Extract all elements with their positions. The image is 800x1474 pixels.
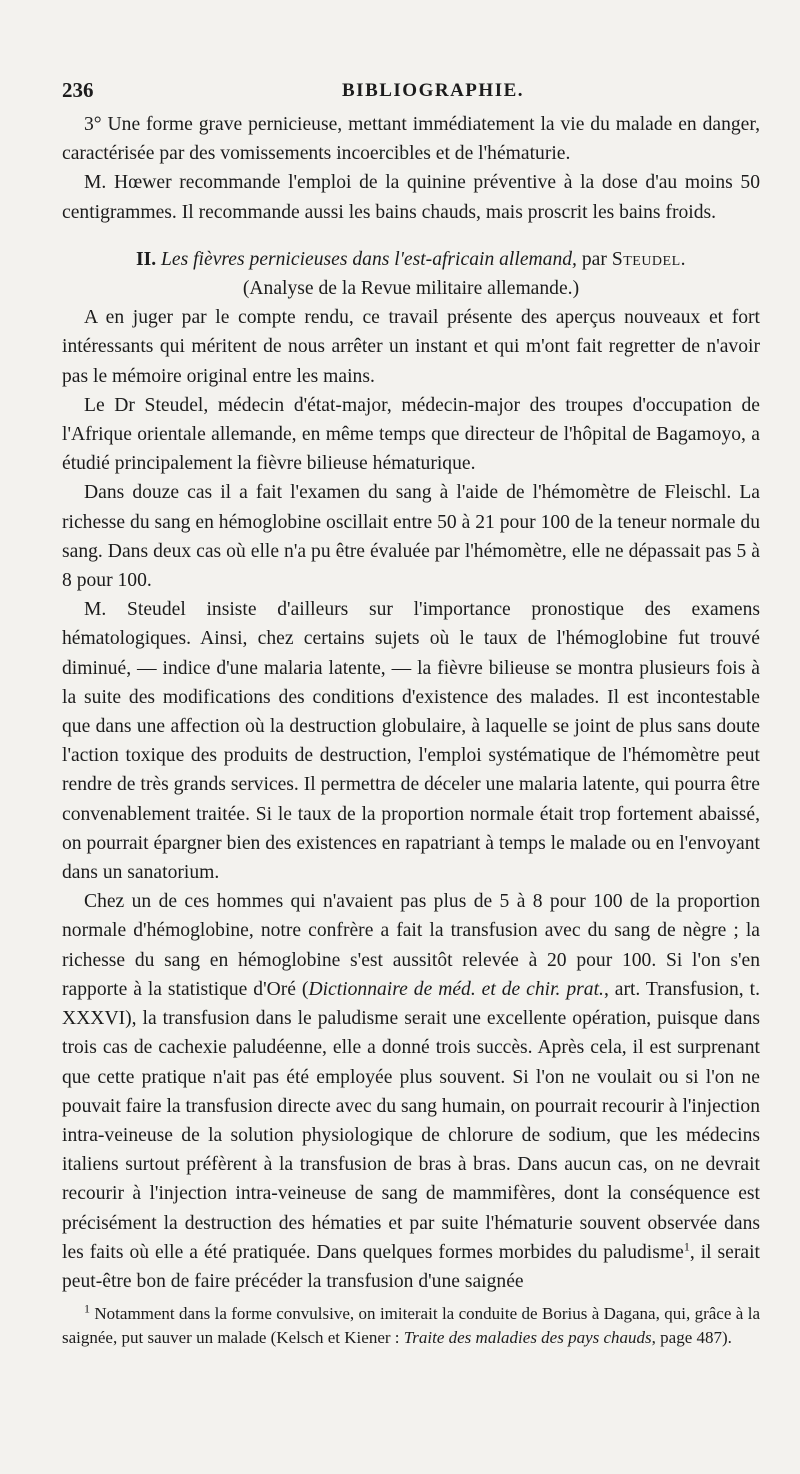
section-ii [62, 245, 760, 1296]
p5-text-c: , il serait peut-être bon de faire précéder la transfusion d'une saignée [62, 1241, 760, 1292]
footnote-text-a: Notamment dans la forme convulsive, on imiterait la conduite de Borius à Dagana, qui, grâce à la saignée, put sauver un malade (Kelsch et Kiener : [62, 1304, 760, 1348]
footnote-1 [62, 1302, 760, 1350]
p5-citation-title: Dictionnaire de méd. et de chir. prat. [308, 978, 604, 1000]
body-paragraph-1: A en juger par le compte rendu, ce travail présente des aperçus nouveaux et fort intéressants qui méritent de nous arrêter un instant et qui m'ont fait regretter de n'avoir pas le mémoire original entre les mains. [62, 307, 760, 387]
section-by: par [581, 248, 607, 270]
body-paragraph-5 [62, 887, 760, 1296]
p5-text-b: , art. Transfusion, t. XXXVI), la transfusion dans le paludisme serait une excellente opération, puisque dans trois cas de cachexie paludéenne, elle a donné trois succès. Après cela, il est surprenant que cette pratique n'ait pas été employée plus souvent. Si l'on ne voulait ou si l'on ne pouvait faire la transfusion directe avec du sang humain, on pourrait recourir à l'injection intra-veineuse de la solution physiologique de chlorure de sodium, que les médecins italiens surtout préfèrent à la transfusion de bras à bras. Dans aucun cas, on ne devrait recourir à l'injection intra-veineuse de sang de mammifères, dont la conséquence est précisément la destruction des hématies et par suite l'hématurie souvent observée dans les faits où elle a été pratiquée. Dans quelques formes morbides du paludisme [62, 978, 760, 1263]
running-head: BIBLIOGRAPHIE. [342, 80, 525, 101]
p5-text-a: Chez un de ces hommes qui n'avaient pas plus de 5 à 8 pour 100 de la proportion normale d'hémoglobine, notre confrère a fait la transfusion avec du sang de nègre ; la richesse du sang en hémoglobine s'est aussitôt relevée à 20 pour 100. Si l'on s'en rapporte à la statistique d'Oré ( [62, 891, 760, 1000]
page-header [62, 74, 760, 110]
footnote-reference: 1 [683, 1239, 690, 1254]
body-paragraph-3: Dans douze cas il a fait l'examen du sang à l'aide de l'hémomètre de Fleischl. La richesse du sang en hémoglobine oscillait entre 50 à 21 pour 100 de la teneur normale du sang. Dans deux cas où elle n'a pu être évaluée par l'hémomètre, elle ne dépassait pas 5 à 8 pour 100. [62, 482, 760, 592]
footnotes [62, 1302, 760, 1350]
footnote-marker: 1 [84, 1301, 90, 1316]
footnote-text-b: , page 487). [651, 1328, 732, 1348]
section-number: II. [135, 248, 157, 270]
section-title-text: Les fièvres pernicieuses dans l'est-africain allemand, [161, 248, 577, 270]
body-paragraph-2: Le Dr Steudel, médecin d'état-major, médecin-major des troupes d'occupation de l'Afrique orientale allemande, en même temps que directeur de l'hôpital de Bagamoyo, a étudié principalement la fièvre bilieuse hématurique. [62, 394, 760, 475]
section-title [62, 245, 760, 274]
footnote-book-title: Traite des maladies des pays chauds [403, 1328, 652, 1348]
section-subtitle: (Analyse de la Revue militaire allemande.) [242, 278, 580, 300]
section-author: Steudel. [611, 248, 687, 270]
page-number: 236 [62, 78, 94, 102]
body-paragraph-4: M. Steudel insiste d'ailleurs sur l'importance pronostique des examens hématologiques. Ainsi, chez certains sujets où le taux de l'hémoglobine fut trouvé diminué, — indice d'une malaria latente, — la fièvre bilieuse se montra plusieurs fois à la suite des modifications des conditions d'existence des malades. Il est incontestable que dans une affection où la destruction globulaire, à laquelle se joint de plus sans doute l'action toxique des produits de destruction, l'emploi systématique de l'hémomètre peut rendre de très grands services. Il permettra de déceler une malaria latente, qui pourra être convenablement traitée. Si le taux de la proportion normale était trop fortement abaissé, on pourrait épargner bien des existences en rapatriant à temps le malade ou en l'envoyant dans un sanatorium. [62, 599, 760, 884]
intro-hoewer-paragraph: M. Hœwer recommande l'emploi de la quinine préventive à la dose d'au moins 50 centigrammes. Il recommande aussi les bains chauds, mais proscrit les bains froids. [62, 172, 760, 223]
intro-item-3: 3° Une forme grave pernicieuse, mettant immédiatement la vie du malade en danger, caractérisée par des vomissements incoercibles et de l'hématurie. [62, 114, 760, 165]
